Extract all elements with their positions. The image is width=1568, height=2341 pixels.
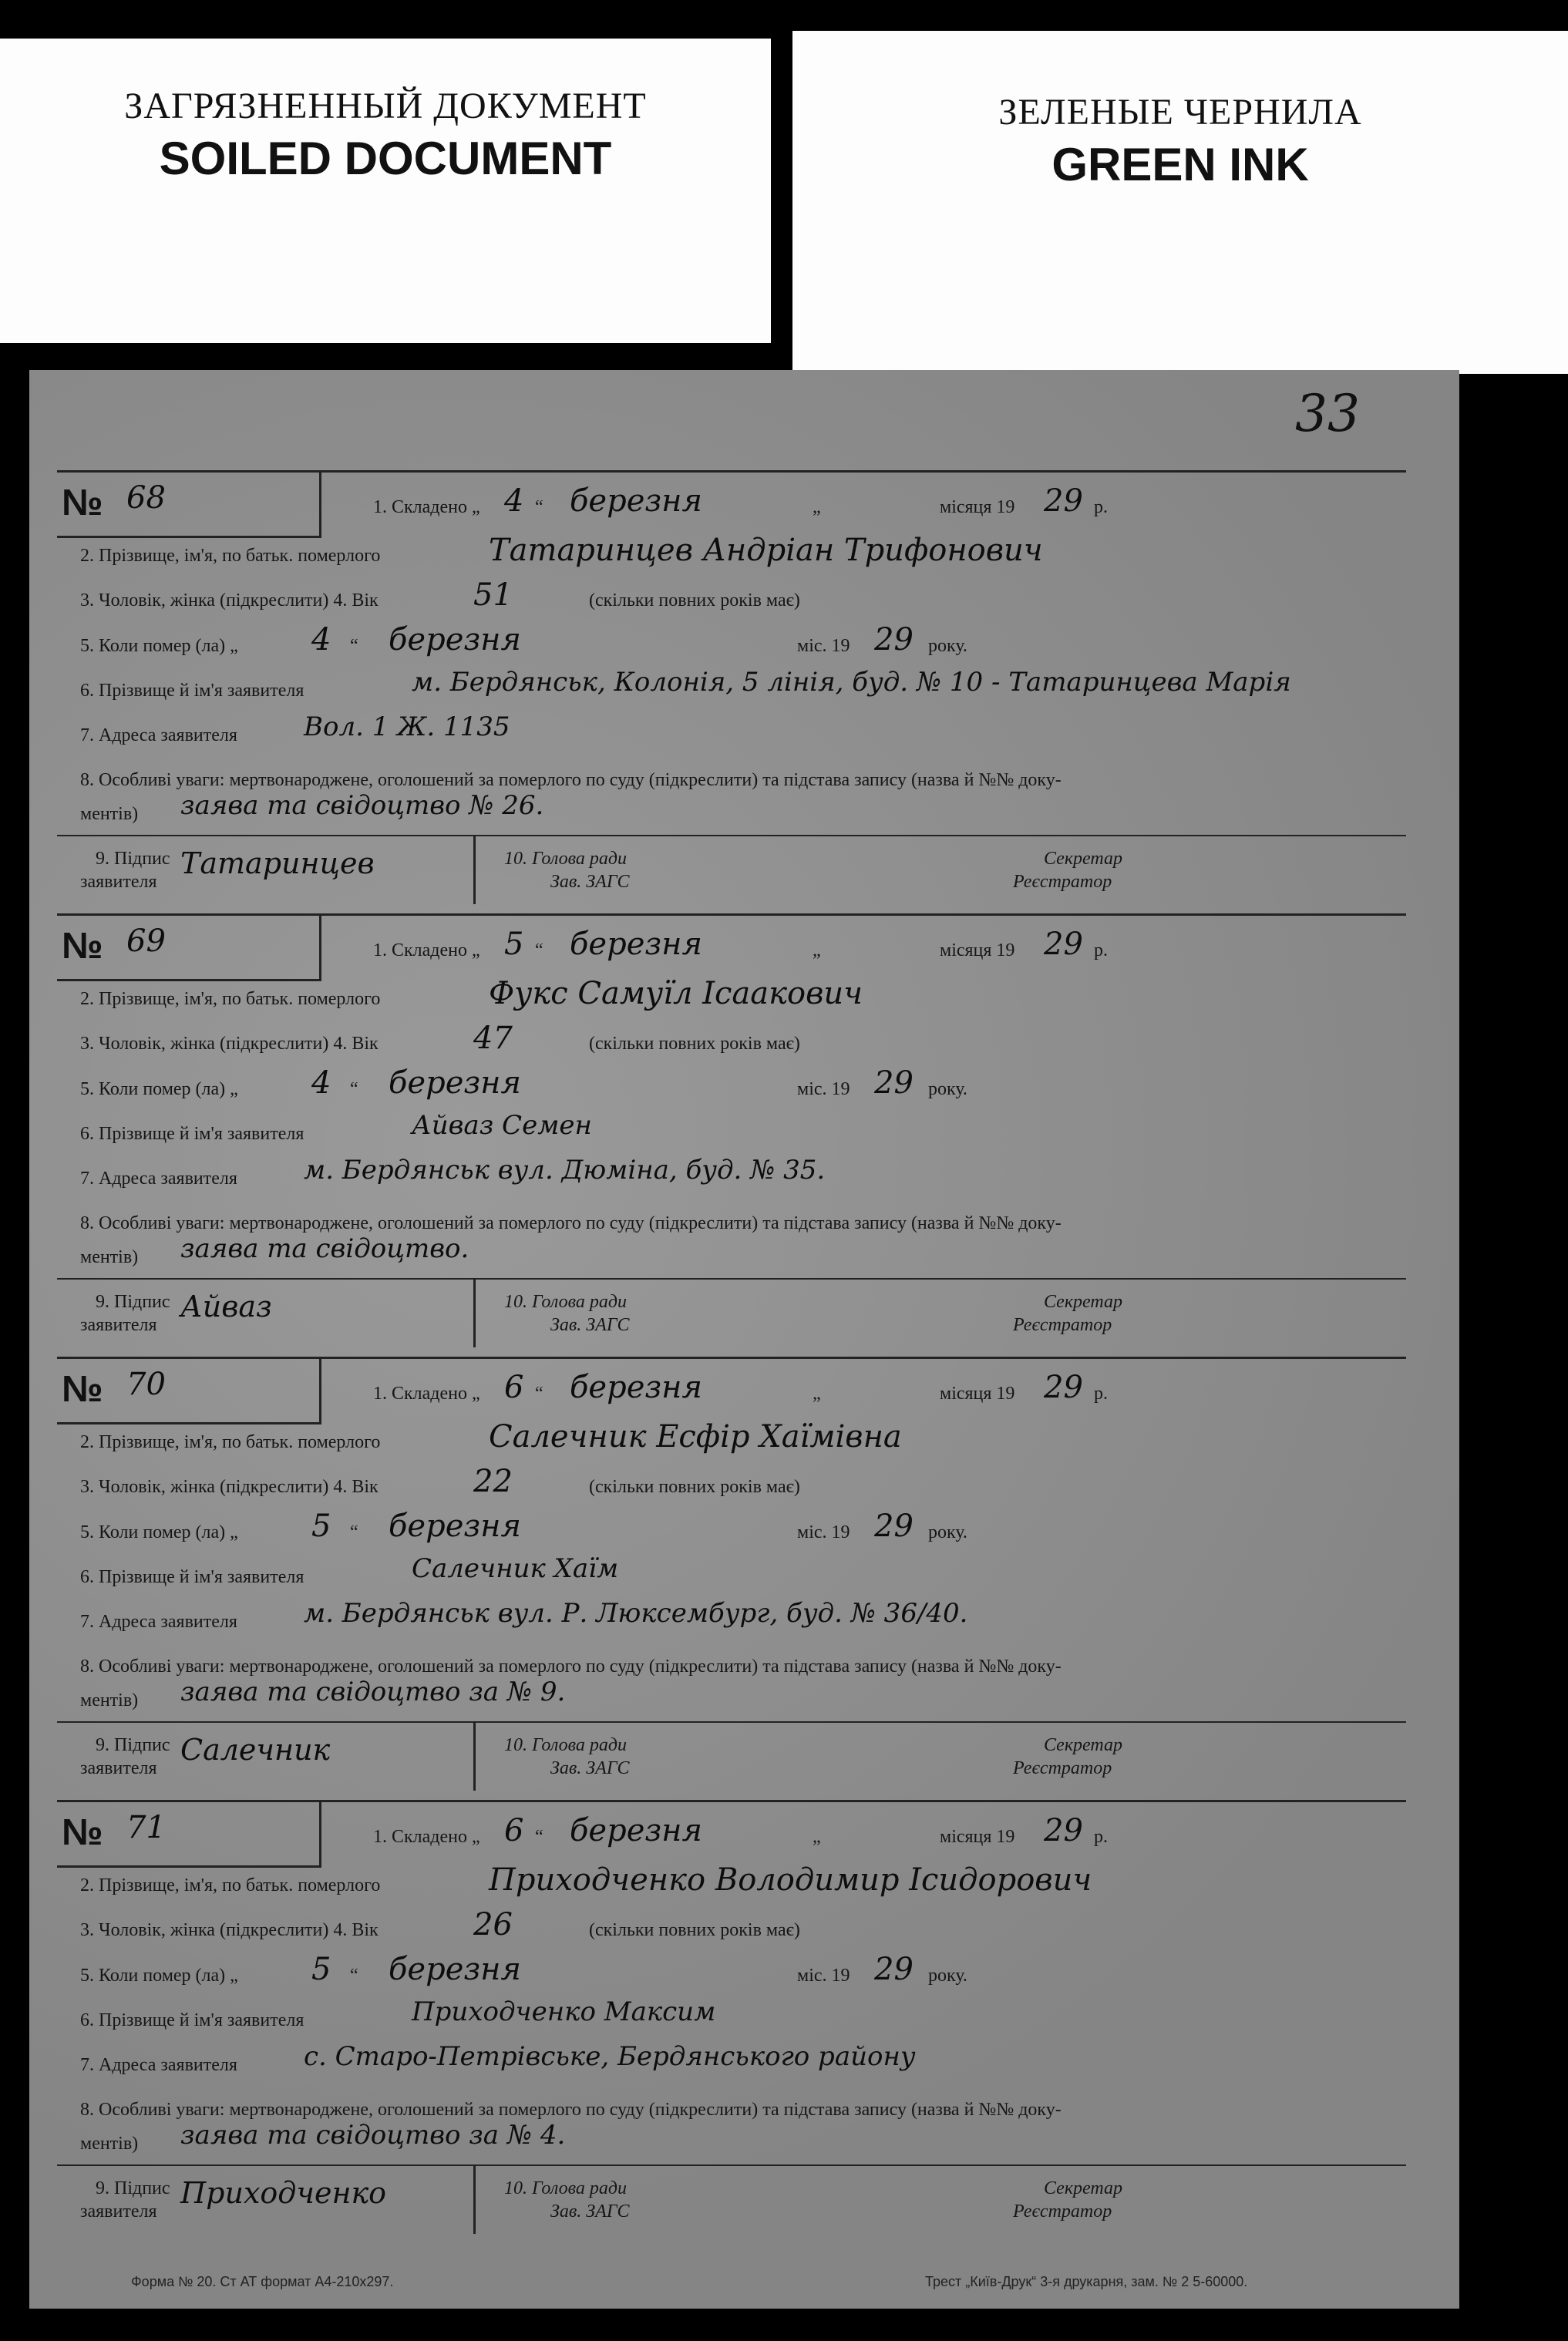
compiled-year: 29 xyxy=(1044,927,1083,962)
compiled-quote-end: „ xyxy=(813,1384,821,1404)
compiled-quote-end: „ xyxy=(813,497,821,517)
documents-value: заява та свідоцтво. xyxy=(180,1233,469,1264)
record-number-box xyxy=(57,1802,321,1868)
documents-label: ментів) xyxy=(80,2134,139,2154)
documents-label: ментів) xyxy=(80,804,139,824)
signature-separator xyxy=(473,835,476,904)
applicant-signature-label: 9. Підпис xyxy=(96,1735,170,1755)
death-record xyxy=(57,1357,1406,1794)
compiled-month: березня xyxy=(570,483,703,519)
age-value: 22 xyxy=(473,1464,513,1499)
green-label-en: GREEN INK xyxy=(1052,139,1309,190)
death-quote: “ xyxy=(350,1079,358,1099)
compiled-month: березня xyxy=(570,1370,703,1405)
applicant-label: 6. Прізвище й ім'я заявителя xyxy=(80,681,305,701)
death-quote: “ xyxy=(350,1966,358,1986)
signature-divider xyxy=(57,2164,1406,2166)
record-number: 71 xyxy=(126,1810,166,1845)
address-label: 7. Адреса заявителя xyxy=(80,2055,237,2075)
applicant-signature-label: 9. Підпис xyxy=(96,849,170,869)
applicant-name: Айваз Семен xyxy=(412,1110,592,1141)
applicant-label: 6. Прізвище й ім'я заявителя xyxy=(80,2010,305,2030)
registrar-label: Реєстратор xyxy=(1013,2201,1112,2222)
compiled-day: 5 xyxy=(504,927,524,962)
record-number-box xyxy=(57,916,321,981)
death-date-label: 5. Коли помер (ла) „ xyxy=(80,1522,238,1542)
green-label-ru: ЗЕЛЕНЫЕ ЧЕРНИЛА xyxy=(998,92,1362,133)
documents-value: заява та свідоцтво за № 9. xyxy=(180,1677,566,1707)
death-year: 29 xyxy=(874,622,914,658)
sex-age-label: 3. Чоловік, жінка (підкреслити) 4. Вік xyxy=(80,590,379,610)
death-year: 29 xyxy=(874,1509,914,1544)
death-year: 29 xyxy=(874,1065,914,1101)
deceased-label: 2. Прізвище, ім'я, по батьк. померлого xyxy=(80,1432,381,1452)
soiled-label-en: SOILED DOCUMENT xyxy=(159,133,612,184)
age-note: (скільки повних років має) xyxy=(589,590,800,610)
special-notes-label: 8. Особливі уваги: мертвонароджене, оголошений за померлого по суду (підкреслити) та підстава запису (назва й №№ доку- xyxy=(80,1657,1062,1677)
death-month-year-label: міс. 19 xyxy=(797,1079,850,1099)
registry-head-label: Зав. ЗАГС xyxy=(550,1315,630,1335)
year-suffix: р. xyxy=(1094,940,1108,960)
year-suffix: р. xyxy=(1094,1827,1108,1847)
registry-head-label: Зав. ЗАГС xyxy=(550,2201,630,2222)
applicant-signature-label-2: заявителя xyxy=(80,1758,157,1778)
death-day: 5 xyxy=(311,1952,331,1987)
applicant-address: м. Бердянськ вул. Р. Люксембург, буд. № 36/40. xyxy=(304,1598,968,1629)
year-suffix: р. xyxy=(1094,497,1108,517)
compiled-label: 1. Складено „ xyxy=(373,1384,480,1404)
compiled-month: березня xyxy=(570,1813,703,1848)
council-head-label: 10. Голова ради xyxy=(504,849,627,869)
applicant-name: Приходченко Максим xyxy=(412,1996,716,2027)
applicant-signature-label: 9. Підпис xyxy=(96,1292,170,1312)
deceased-label: 2. Прізвище, ім'я, по батьк. померлого xyxy=(80,1875,381,1895)
secretary-label: Секретар xyxy=(1044,1292,1123,1312)
deceased-label: 2. Прізвище, ім'я, по батьк. померлого xyxy=(80,546,381,566)
death-year: 29 xyxy=(874,1952,914,1987)
death-month-year-label: міс. 19 xyxy=(797,1522,850,1542)
death-month-year-label: міс. 19 xyxy=(797,1966,850,1986)
compiled-quote: “ xyxy=(535,1827,543,1847)
number-sign: № xyxy=(62,1812,103,1853)
deceased-label: 2. Прізвище, ім'я, по батьк. померлого xyxy=(80,989,381,1009)
council-head-label: 10. Голова ради xyxy=(504,1292,627,1312)
footer-printer: Трест „Київ-Друк“ 3-я друкарня, зам. № 2 5-60000. xyxy=(925,2274,1248,2289)
death-date-label: 5. Коли помер (ла) „ xyxy=(80,1079,238,1099)
record-number: 70 xyxy=(126,1367,166,1402)
council-head-label: 10. Голова ради xyxy=(504,1735,627,1755)
address-label: 7. Адреса заявителя xyxy=(80,1612,237,1632)
address-label: 7. Адреса заявителя xyxy=(80,1169,237,1189)
death-quote: “ xyxy=(350,636,358,656)
green-ink-label xyxy=(792,31,1568,374)
death-year-suffix: року. xyxy=(928,1522,967,1542)
compiled-quote: “ xyxy=(535,497,543,517)
death-day: 5 xyxy=(311,1509,331,1544)
death-day: 4 xyxy=(311,1065,331,1101)
signature-separator xyxy=(473,2164,476,2234)
number-sign: № xyxy=(62,1369,103,1410)
compiled-year: 29 xyxy=(1044,1370,1083,1405)
death-month: березня xyxy=(389,1509,522,1544)
documents-label: ментів) xyxy=(80,1247,139,1267)
death-year-suffix: року. xyxy=(928,1966,967,1986)
year-suffix: р. xyxy=(1094,1384,1108,1404)
number-sign: № xyxy=(62,483,103,523)
compiled-day: 4 xyxy=(504,483,524,519)
compiled-quote-end: „ xyxy=(813,940,821,960)
record-number: 68 xyxy=(126,480,166,516)
record-number-box xyxy=(57,473,321,538)
death-record xyxy=(57,470,1406,908)
deceased-name: Фукс Самуїл Ісаакович xyxy=(489,976,863,1011)
applicant-signature: Татаринцев xyxy=(180,846,375,880)
death-month-year-label: міс. 19 xyxy=(797,636,850,656)
registry-head-label: Зав. ЗАГС xyxy=(550,872,630,892)
applicant-signature-label: 9. Підпис xyxy=(96,2178,170,2198)
sex-age-label: 3. Чоловік, жінка (підкреслити) 4. Вік xyxy=(80,1477,379,1497)
registry-head-label: Зав. ЗАГС xyxy=(550,1758,630,1778)
death-date-label: 5. Коли помер (ла) „ xyxy=(80,636,238,656)
applicant-address: с. Старо-Петрівське, Бердянського району xyxy=(304,2041,916,2072)
documents-value: заява та свідоцтво за № 4. xyxy=(180,2120,566,2151)
deceased-name: Татаринцев Андріан Трифонович xyxy=(489,533,1043,568)
compiled-day: 6 xyxy=(504,1370,524,1405)
signature-divider xyxy=(57,835,1406,836)
page-number: 33 xyxy=(1295,384,1360,443)
death-year-suffix: року. xyxy=(928,636,967,656)
registrar-label: Реєстратор xyxy=(1013,1758,1112,1778)
special-notes-label: 8. Особливі уваги: мертвонароджене, оголошений за померлого по суду (підкреслити) та підстава запису (назва й №№ доку- xyxy=(80,770,1062,790)
applicant-label: 6. Прізвище й ім'я заявителя xyxy=(80,1124,305,1144)
secretary-label: Секретар xyxy=(1044,1735,1123,1755)
compiled-quote: “ xyxy=(535,1384,543,1404)
registrar-label: Реєстратор xyxy=(1013,1315,1112,1335)
signature-divider xyxy=(57,1278,1406,1280)
age-value: 47 xyxy=(473,1021,513,1056)
death-date-label: 5. Коли помер (ла) „ xyxy=(80,1966,238,1986)
signature-separator xyxy=(473,1278,476,1347)
record-number-box xyxy=(57,1359,321,1424)
special-notes-label: 8. Особливі уваги: мертвонароджене, оголошений за померлого по суду (підкреслити) та підстава запису (назва й №№ доку- xyxy=(80,1213,1062,1233)
secretary-label: Секретар xyxy=(1044,2178,1123,2198)
applicant-signature-label-2: заявителя xyxy=(80,1315,157,1335)
council-head-label: 10. Голова ради xyxy=(504,2178,627,2198)
compiled-label: 1. Складено „ xyxy=(373,940,480,960)
death-record xyxy=(57,913,1406,1351)
signature-separator xyxy=(473,1721,476,1791)
month-year-label: місяця 19 xyxy=(940,1827,1015,1847)
compiled-quote-end: „ xyxy=(813,1827,821,1847)
compiled-year: 29 xyxy=(1044,1813,1083,1848)
death-record xyxy=(57,1800,1406,2238)
death-day: 4 xyxy=(311,622,331,658)
death-month: березня xyxy=(389,622,522,658)
applicant-name: м. Бердянськ, Колонія, 5 лінія, буд. № 10 - Татаринцева Марія xyxy=(412,667,1291,698)
sex-age-label: 3. Чоловік, жінка (підкреслити) 4. Вік xyxy=(80,1034,379,1054)
compiled-label: 1. Складено „ xyxy=(373,497,480,517)
deceased-name: Салечник Есфір Хаїмівна xyxy=(489,1419,902,1455)
special-notes-label: 8. Особливі уваги: мертвонароджене, оголошений за померлого по суду (підкреслити) та підстава запису (назва й №№ доку- xyxy=(80,2100,1062,2120)
compiled-label: 1. Складено „ xyxy=(373,1827,480,1847)
applicant-signature-label-2: заявителя xyxy=(80,2201,157,2222)
compiled-year: 29 xyxy=(1044,483,1083,519)
documents-label: ментів) xyxy=(80,1690,139,1710)
secretary-label: Секретар xyxy=(1044,849,1123,869)
documents-value: заява та свідоцтво № 26. xyxy=(180,790,544,821)
registrar-label: Реєстратор xyxy=(1013,872,1112,892)
applicant-signature: Салечник xyxy=(180,1733,331,1767)
applicant-signature: Айваз xyxy=(180,1290,272,1324)
applicant-signature-label-2: заявителя xyxy=(80,872,157,892)
applicant-label: 6. Прізвище й ім'я заявителя xyxy=(80,1567,305,1587)
deceased-name: Приходченко Володимир Ісидорович xyxy=(489,1862,1092,1898)
number-sign: № xyxy=(62,926,103,967)
compiled-day: 6 xyxy=(504,1813,524,1848)
month-year-label: місяця 19 xyxy=(940,940,1015,960)
age-value: 26 xyxy=(473,1907,513,1942)
death-quote: “ xyxy=(350,1522,358,1542)
age-note: (скільки повних років має) xyxy=(589,1477,800,1497)
soiled-label-ru: ЗАГРЯЗНЕННЫЙ ДОКУМЕНТ xyxy=(124,86,647,126)
sex-age-label: 3. Чоловік, жінка (підкреслити) 4. Вік xyxy=(80,1920,379,1940)
age-note: (скільки повних років має) xyxy=(589,1920,800,1940)
age-note: (скільки повних років має) xyxy=(589,1034,800,1054)
record-number: 69 xyxy=(126,923,166,959)
age-value: 51 xyxy=(473,577,513,613)
death-month: березня xyxy=(389,1952,522,1987)
soiled-document-label xyxy=(0,39,771,343)
applicant-address: Вол. 1 Ж. 1135 xyxy=(304,711,510,742)
applicant-name: Салечник Хаїм xyxy=(412,1553,619,1584)
applicant-address: м. Бердянськ вул. Дюміна, буд. № 35. xyxy=(304,1155,826,1186)
month-year-label: місяця 19 xyxy=(940,1384,1015,1404)
applicant-signature: Приходченко xyxy=(180,2176,387,2210)
signature-divider xyxy=(57,1721,1406,1723)
footer-form-number: Форма № 20. Ст АТ формат А4-210х297. xyxy=(131,2274,394,2289)
death-year-suffix: року. xyxy=(928,1079,967,1099)
address-label: 7. Адреса заявителя xyxy=(80,725,237,745)
compiled-quote: “ xyxy=(535,940,543,960)
compiled-month: березня xyxy=(570,927,703,962)
month-year-label: місяця 19 xyxy=(940,497,1015,517)
death-month: березня xyxy=(389,1065,522,1101)
